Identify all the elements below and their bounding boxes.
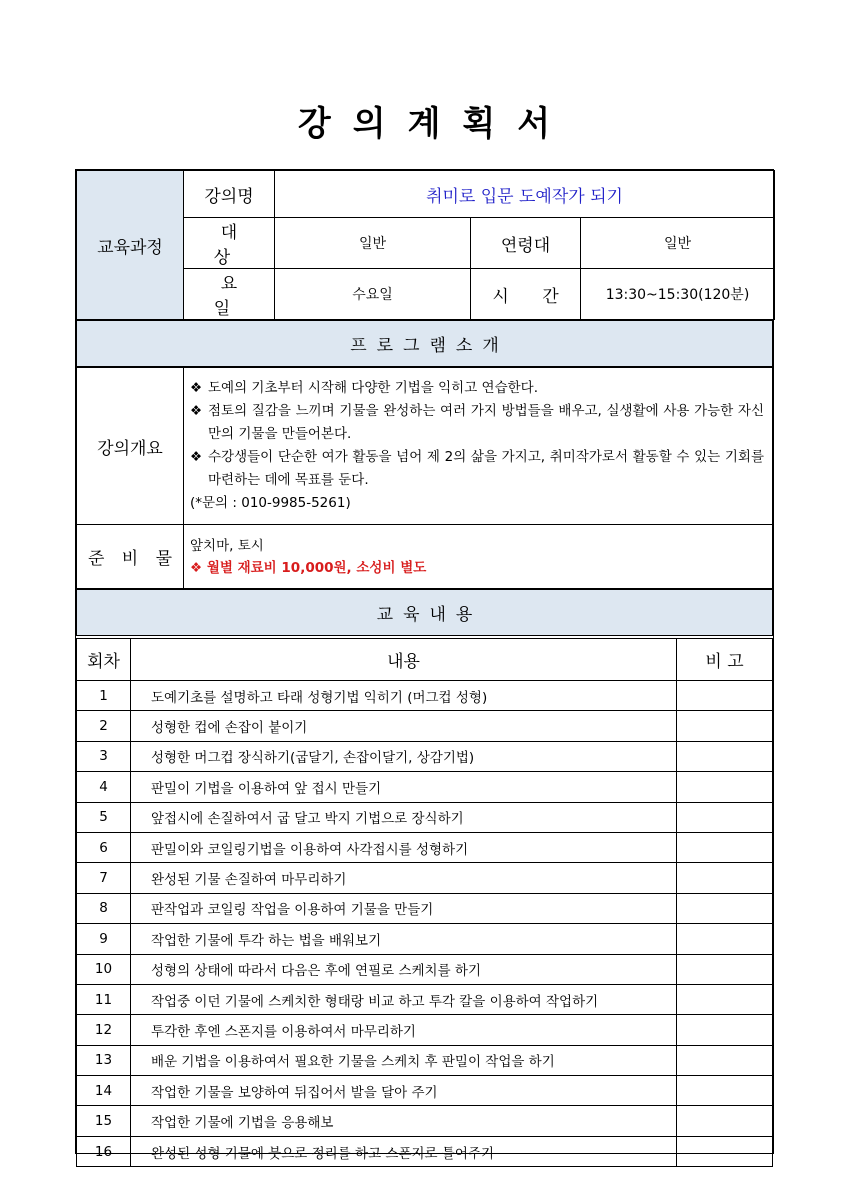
document-title: 강의계획서 [297, 104, 573, 144]
target-value: 일반 [275, 218, 471, 269]
table-row [77, 1106, 773, 1136]
session-remarks [677, 832, 773, 862]
day-value: 수요일 [275, 269, 471, 320]
course-name-value: 취미로 입문 도예작가 되기 [275, 171, 775, 218]
session-remarks [677, 772, 773, 802]
table-row [77, 893, 773, 923]
overview-bullet [190, 446, 764, 492]
diamond-bullet-icon: ❖ [190, 403, 203, 419]
table-row [77, 832, 773, 862]
session-content: 판밀이 기법을 이용하여 앞 접시 만들기 [131, 772, 677, 802]
target-label: 대 상 [184, 218, 275, 269]
table-row [77, 863, 773, 893]
session-number: 4 [77, 772, 131, 802]
course-info-table [76, 170, 775, 320]
table-row [77, 1045, 773, 1075]
preparation-content [184, 525, 773, 589]
table-row [77, 711, 773, 741]
preparation-label: 준 비 물 [77, 525, 184, 589]
session-number: 3 [77, 741, 131, 771]
session-number: 15 [77, 1106, 131, 1136]
session-content: 작업한 기물에 투각 하는 법을 배워보기 [131, 924, 677, 954]
session-number: 6 [77, 832, 131, 862]
session-number: 16 [77, 1136, 131, 1166]
session-number: 11 [77, 984, 131, 1014]
table-row [77, 924, 773, 954]
session-remarks [677, 924, 773, 954]
preparation-items: 앞치마, 토시 [190, 537, 264, 554]
session-content: 배운 기법을 이용하여서 필요한 기물을 스케치 후 판밀이 작업을 하기 [131, 1045, 677, 1075]
table-row [77, 772, 773, 802]
session-remarks [677, 1076, 773, 1106]
session-number: 2 [77, 711, 131, 741]
session-number: 1 [77, 681, 131, 711]
table-row [77, 1015, 773, 1045]
session-number: 13 [77, 1045, 131, 1075]
overview-label: 강의개요 [77, 368, 184, 525]
overview-bullet [190, 377, 764, 400]
session-remarks [677, 984, 773, 1014]
session-number: 8 [77, 893, 131, 923]
session-remarks [677, 1106, 773, 1136]
overview-bullet [190, 400, 764, 446]
session-header: 회차 [77, 639, 131, 681]
session-remarks [677, 954, 773, 984]
course-name-label: 강의명 [184, 171, 275, 218]
session-content: 투각한 후엔 스폰지를 이용하여서 마무리하기 [131, 1015, 677, 1045]
fee-note [190, 557, 764, 579]
table-row [77, 681, 773, 711]
time-value: 13:30~15:30(120분) [581, 269, 775, 320]
session-remarks [677, 893, 773, 923]
plan-table [75, 169, 774, 1162]
session-remarks [677, 802, 773, 832]
session-remarks [677, 1015, 773, 1045]
age-value: 일반 [581, 218, 775, 269]
session-number: 9 [77, 924, 131, 954]
program-intro-band [76, 320, 773, 367]
overview-bullet-text: 수강생들이 단순한 여가 활동을 넘어 제 2의 삶을 가지고, 취미작가로서 활동할 수 있는 기회를 마련하는 데에 목표를 둔다. [208, 449, 764, 488]
course-section-label: 교육과정 [77, 171, 184, 320]
content-label: 교육내용 [77, 590, 773, 636]
overview-table [76, 367, 773, 589]
session-content: 성형의 상태에 따라서 다음은 후에 연필로 스케치를 하기 [131, 954, 677, 984]
table-row [77, 954, 773, 984]
overview-bullet-text: 점토의 질감을 느끼며 기물을 완성하는 여러 가지 방법들을 배우고, 실생활에 사용 가능한 자신만의 기물을 만들어본다. [208, 403, 764, 442]
content-header: 내용 [131, 639, 677, 681]
session-content: 도예기초를 설명하고 타래 성형기법 익히기 (머그컵 성형) [131, 681, 677, 711]
table-row [77, 1136, 773, 1166]
session-remarks [677, 1136, 773, 1166]
schedule-table [76, 638, 773, 1167]
contact-info: (*문의 : 010-9985-5261) [190, 495, 351, 511]
overview-content [184, 368, 773, 525]
diamond-bullet-icon: ❖ [190, 380, 203, 396]
fee-note-text: 월별 재료비 10,000원, 소성비 별도 [206, 559, 427, 576]
table-row [77, 741, 773, 771]
table-row [77, 1076, 773, 1106]
session-content: 성형한 머그컵 장식하기(굽달기, 손잡이달기, 상감기법) [131, 741, 677, 771]
session-content: 완성된 성형 기물에 붓으로 정리를 하고 스폰지로 틀어주기 [131, 1136, 677, 1166]
session-remarks [677, 681, 773, 711]
session-content: 성형한 컵에 손잡이 붙이기 [131, 711, 677, 741]
session-number: 10 [77, 954, 131, 984]
session-remarks [677, 863, 773, 893]
session-content: 판밀이와 코일링기법을 이용하여 사각접시를 성형하기 [131, 832, 677, 862]
session-remarks [677, 1045, 773, 1075]
session-content: 작업중 이던 기물에 스케치한 형태랑 비교 하고 투각 칼을 이용하여 작업하기 [131, 984, 677, 1014]
day-label: 요 일 [184, 269, 275, 320]
time-label: 시 간 [471, 269, 581, 320]
session-content: 작업한 기물을 보양하여 뒤집어서 발을 달아 주기 [131, 1076, 677, 1106]
diamond-bullet-icon: ❖ [190, 449, 203, 465]
table-row [77, 984, 773, 1014]
session-number: 7 [77, 863, 131, 893]
session-remarks [677, 711, 773, 741]
session-number: 14 [77, 1076, 131, 1106]
session-content: 판작업과 코일링 작업을 이용하여 기물을 만들기 [131, 893, 677, 923]
table-row [77, 802, 773, 832]
diamond-bullet-icon: ❖ [190, 559, 203, 576]
session-number: 5 [77, 802, 131, 832]
session-content: 작업한 기물에 기법을 응용해보 [131, 1106, 677, 1136]
session-content: 완성된 기물 손질하여 마무리하기 [131, 863, 677, 893]
program-intro-label: 프로그램소개 [77, 321, 773, 367]
content-band [76, 589, 773, 636]
age-label: 연령대 [471, 218, 581, 269]
session-remarks [677, 741, 773, 771]
overview-bullet-text: 도예의 기초부터 시작해 다양한 기법을 익히고 연습한다. [208, 380, 538, 396]
remarks-header: 비 고 [677, 639, 773, 681]
session-content: 앞접시에 손질하여서 굽 달고 박지 기법으로 장식하기 [131, 802, 677, 832]
session-number: 12 [77, 1015, 131, 1045]
